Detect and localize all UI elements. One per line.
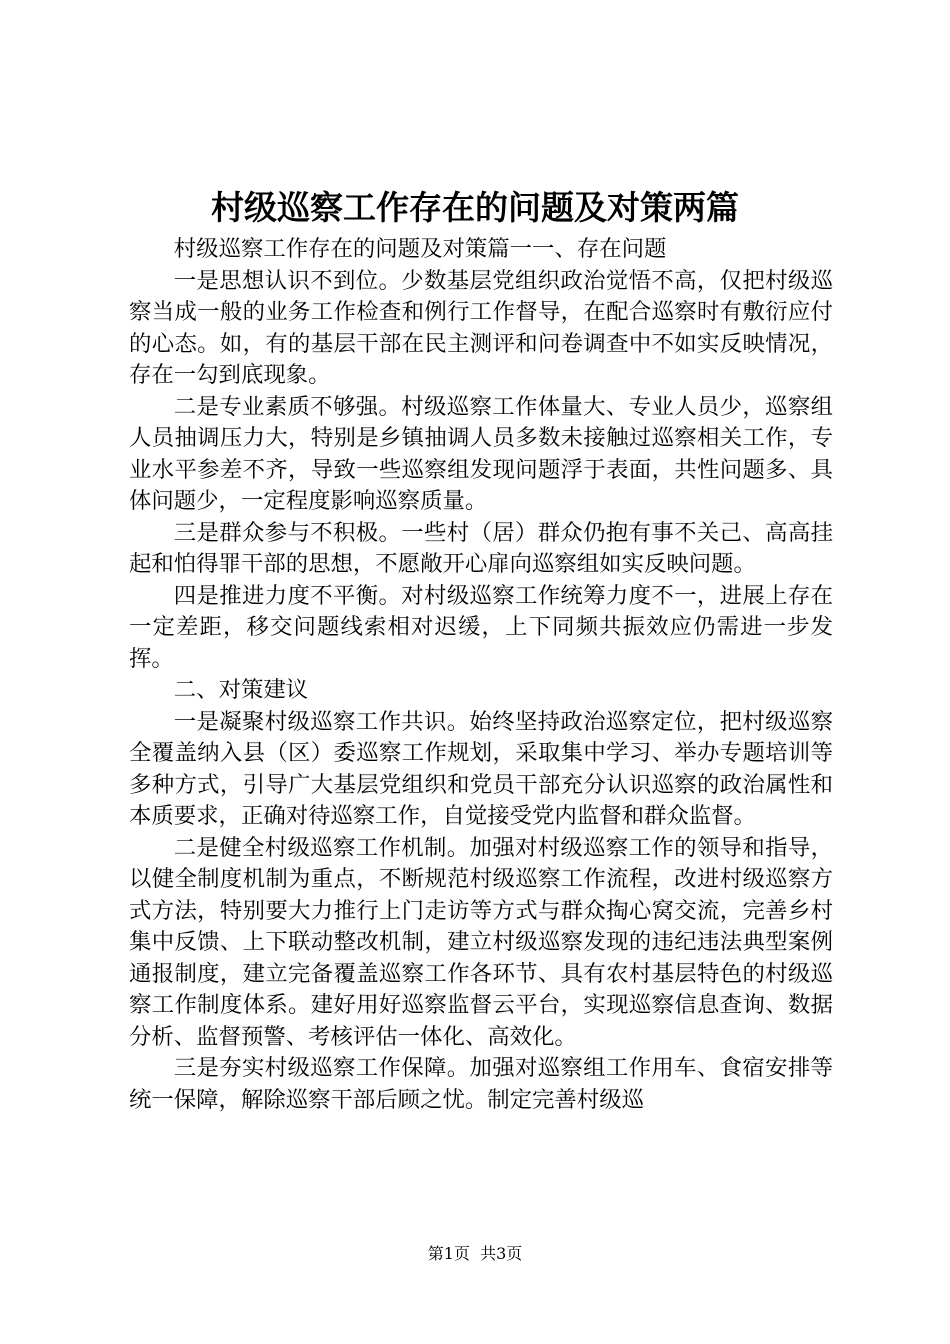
- paragraph: 一是凝聚村级巡察工作共识。始终坚持政治巡察定位，把村级巡察全覆盖纳入县（区）委巡察工作规划，采取集中学习、举办专题培训等多种方式，引导广大基层党组织和党员干部充分认识巡察的政治属性和本质要求，正确对待巡察工作，自觉接受党内监督和群众监督。: [129, 708, 833, 829]
- paragraph: 二是健全村级巡察工作机制。加强对村级巡察工作的领导和指导，以健全制度机制为重点，不断规范村级巡察工作流程，改进村级巡察方式方法，特别要大力推行上门走访等方式与群众掏心窝交流，完善乡村集中反馈、上下联动整改机制，建立村级巡察发现的违纪违法典型案例通报制度，建立完备覆盖巡察工作各环节、具有农村基层特色的村级巡察工作制度体系。建好用好巡察监督云平台，实现巡察信息查询、数据分析、监督预警、考核评估一体化、高效化。: [129, 834, 833, 1050]
- paragraph: 四是推进力度不平衡。对村级巡察工作统筹力度不一，进展上存在一定差距，移交问题线索相对迟缓，上下同频共振效应仍需进一步发挥。: [129, 582, 833, 672]
- section-heading: 二、对策建议: [173, 677, 309, 703]
- page-total: 共3页: [480, 1244, 523, 1263]
- document-title: 村级巡察工作存在的问题及对策两篇: [211, 188, 739, 227]
- paragraph: 三是夯实村级巡察工作保障。加强对巡察组工作用车、食宿安排等统一保障，解除巡察干部后顾之忧。制定完善村级巡: [129, 1055, 833, 1113]
- paragraph: 村级巡察工作存在的问题及对策篇一一、存在问题: [173, 236, 667, 262]
- page-footer: [0, 1243, 950, 1265]
- paragraph: 一是思想认识不到位。少数基层党组织政治觉悟不高，仅把村级巡察当成一般的业务工作检查和例行工作督导，在配合巡察时有敷衍应付的心态。如，有的基层干部在民主测评和问卷调查中不如实反映情况，存在一勾到底现象。: [129, 267, 833, 388]
- document-body: [129, 234, 833, 1116]
- page-number: 第1页: [427, 1244, 470, 1263]
- paragraph: 二是专业素质不够强。村级巡察工作体量大、专业人员少，巡察组人员抽调压力大，特别是乡镇抽调人员多数未接触过巡察相关工作，专业水平参差不齐，导致一些巡察组发现问题浮于表面，共性问题多、具体问题少，一定程度影响巡察质量。: [129, 393, 833, 514]
- paragraph: 三是群众参与不积极。一些村（居）群众仍抱有事不关己、高高挂起和怕得罪干部的思想，不愿敞开心扉向巡察组如实反映问题。: [129, 519, 833, 577]
